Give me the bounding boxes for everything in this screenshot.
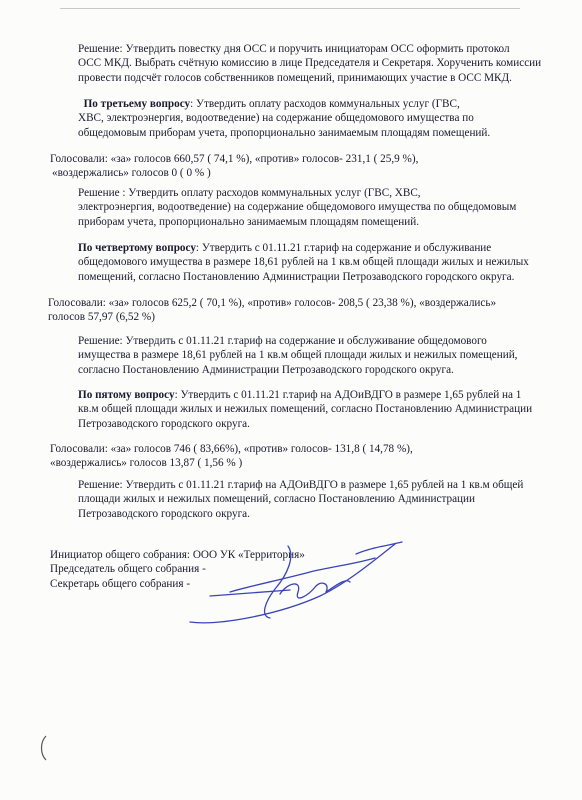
handwritten-signature <box>170 534 420 634</box>
text-line: Решение: Утвердить с 01.11.21 г.тариф на содержание и обслуживание общедомового <box>78 335 487 347</box>
text-line: «воздержались» голосов 13,87 ( 1,56 % ) <box>50 457 243 470</box>
text-line: Решение: Утвердить с 01.11.21 г.тариф на АДОиВДГО в размере 1,65 рублей на 1 кв.м общей <box>78 479 524 491</box>
text-line: Петрозаводского городского округа. <box>78 507 250 520</box>
text-line <box>78 388 540 402</box>
decision-paragraph-5 <box>78 478 540 521</box>
secretary-line: Секретарь общего собрания - <box>50 577 191 590</box>
initiator-line: Инициатор общего собрания: ООО УК «Территория» <box>50 549 305 561</box>
signature-stroke <box>210 590 290 596</box>
question-5-paragraph <box>78 388 540 431</box>
text-line: голосов 57,97 (6,52 %) <box>48 311 155 324</box>
text-line: общедомового имущества в размере 18,61 рублей на 1 кв.м общей площади жилых и нежилых <box>78 256 529 269</box>
decision-paragraph-2 <box>78 42 540 85</box>
text-line: провести подсчёт голосов собственников помещений, принимающих участие в ОСС МКД. <box>78 71 512 84</box>
signature-stroke <box>356 542 402 554</box>
scan-artifact <box>38 734 50 762</box>
text-line: Голосовали: «за» голосов 625,2 ( 70,1 %), «против» голосов- 208,5 ( 23,38 %), «воздержались» <box>48 297 497 309</box>
text-line: Голосовали: «за» голосов 660,57 ( 74,1 %), «против» голосов- 231,1 ( 25,9 %), <box>50 153 419 165</box>
text-span: : Утвердить с 01.11.21 г.тариф на содержание и обслуживание <box>195 242 492 254</box>
text-line: Петрозаводского городского округа. <box>78 417 250 430</box>
text-line: помещений, согласно Постановлению Администрации Петрозаводского городского округа. <box>78 270 515 283</box>
text-line: ХВС, электроэнергия, водоотведение) на содержание общедомового имущества по <box>78 112 474 125</box>
vote-results-5 <box>50 442 530 471</box>
vote-results-3 <box>50 152 530 181</box>
scan-edge <box>60 8 520 9</box>
text-line: кв.м общей площади жилых и нежилых помещений, согласно Постановлению Администрации <box>78 403 533 416</box>
text-line: Решение : Утвердить оплату расходов коммунальных услуг (ГВС, ХВС, <box>78 187 421 199</box>
vote-results-4 <box>48 296 538 325</box>
question-heading: По четвертому вопросу <box>78 242 196 254</box>
text-line <box>78 241 540 255</box>
decision-paragraph-4 <box>78 334 540 377</box>
text-line <box>78 97 540 111</box>
signature-stroke <box>190 544 395 623</box>
text-line: «воздержались» голосов 0 ( 0 % ) <box>52 167 211 180</box>
chairman-line: Председатель общего собрания - <box>50 563 206 576</box>
question-3-paragraph <box>78 97 540 140</box>
text-line: электроэнергия, водоотведение) на содержание общедомового имущества по общедомовым <box>78 201 517 214</box>
text-line: общедомовым приборам учета, пропорционально занимаемым площадям помещений. <box>78 126 491 139</box>
text-span: : Утвердить с 01.11.21 г.тариф на АДОиВДГО в размере 1,65 рублей на 1 <box>174 389 522 401</box>
text-line: площади жилых и нежилых помещений, согласно Постановлению Администрации <box>78 493 476 506</box>
decision-paragraph-3 <box>78 186 540 229</box>
question-4-paragraph <box>78 241 540 284</box>
question-heading: По третьему вопросу <box>83 98 191 110</box>
question-heading: По пятому вопросу <box>78 389 175 401</box>
text-line: Решение: Утвердить повестку дня ОСС и поручить инициаторам ОСС оформить протокол <box>78 43 510 55</box>
text-span: : Утвердить оплату расходов коммунальных услуг (ГВС, <box>190 98 460 110</box>
signature-stroke <box>230 558 375 592</box>
text-line: имущества в размере 18,61 рублей на 1 кв.м общей площади жилых и нежилых помещений, <box>78 349 518 362</box>
text-line: ОСС МКД. Выбрать счётную комиссию в лице Председателя и Секретаря. Хорученить комиссии <box>78 57 542 70</box>
text-line: согласно Постановлению Администрации Петрозаводского городского округа. <box>78 363 454 376</box>
text-line: приборам учета, пропорционально занимаемым площадям помещений. <box>78 215 420 228</box>
text-line: Голосовали: «за» голосов 746 ( 83,66%), «против» голосов- 131,8 ( 14,78 %), <box>50 443 413 455</box>
